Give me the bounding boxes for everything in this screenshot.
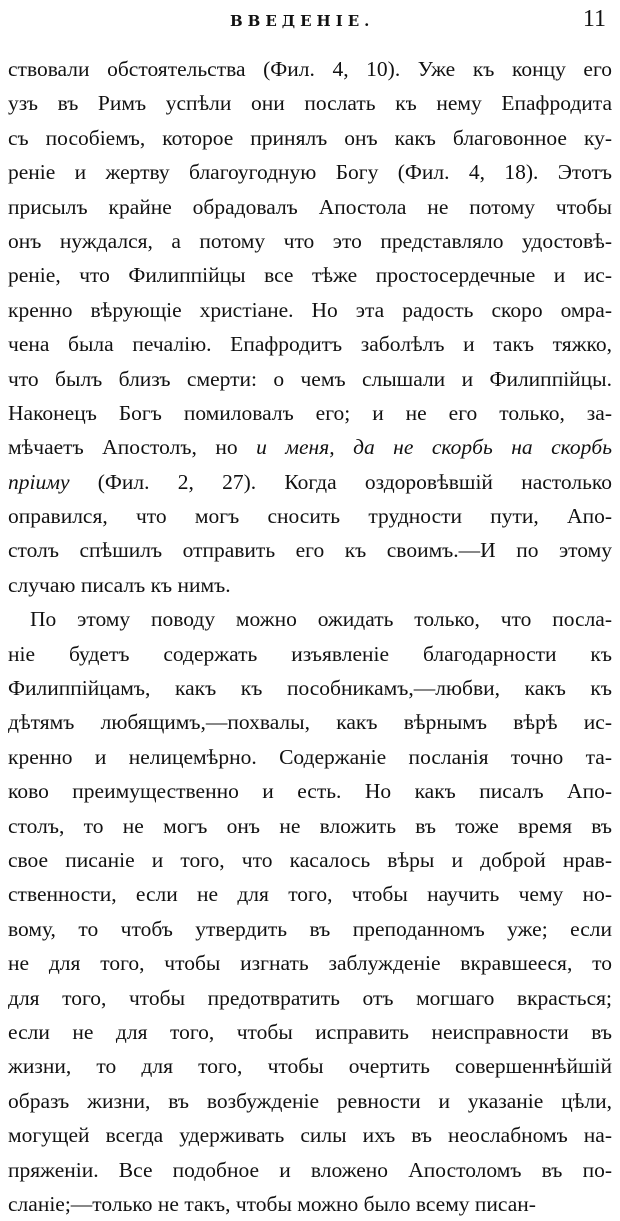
- text-line: По этому поводу можно ожидать только, что посла-: [30, 607, 612, 632]
- text-line: если не для того, чтобы исправить неисправности въ: [8, 1019, 612, 1044]
- text-line: чена была печалію. Епафродитъ заболѣлъ и такъ тяжко,: [8, 332, 612, 357]
- running-title: ВВЕДЕНІЕ.: [230, 12, 375, 30]
- text-line: оправился, что могъ сносить трудности пути, Апо-: [8, 504, 612, 529]
- text-line: ствовали обстоятельства (Фил. 4, 10). Уже къ концу его: [8, 57, 612, 81]
- text-line: узъ въ Римъ успѣли они послать къ нему Епафродита: [8, 91, 612, 116]
- text-line: что былъ близъ смерти: о чемъ слышали и Филиппійцы.: [8, 366, 612, 391]
- text-line: реніе и жертву благоугодную Богу (Фил. 4, 18). Этотъ: [8, 160, 612, 185]
- text-line: ково преимущественно и есть. Но какъ писалъ Апо-: [8, 779, 612, 804]
- text-line: столъ, то не могъ онъ не вложить въ тоже время въ: [8, 813, 612, 838]
- body-text: [8, 52, 612, 1221]
- text-line: для того, чтобы предотвратить отъ могшаго вкрасться;: [8, 985, 612, 1010]
- text-line: вому, то чтобъ утвердить въ преподанномъ уже; если: [8, 916, 612, 941]
- text-line: пріиму (Фил. 2, 27). Когда оздоровѣвшій настолько: [8, 469, 612, 494]
- text-line: съ пособіемъ, которое принялъ онъ какъ благовонное ку-: [8, 125, 612, 150]
- text-line: свое писаніе и того, что касалось вѣры и доброй нрав-: [8, 847, 612, 872]
- text-line: Филиппійцамъ, какъ къ пособникамъ,—любви, какъ къ: [8, 676, 612, 701]
- text-line: реніе, что Филиппійцы все тѣже простосердечные и ис-: [8, 263, 612, 288]
- text-line: кренно и нелицемѣрно. Содержаніе посланія точно та-: [8, 744, 612, 769]
- text-line: образъ жизни, въ возбужденіе ревности и указаніе цѣли,: [8, 1088, 612, 1113]
- text-line: пряженіи. Все подобное и вложено Апостоломъ въ по-: [8, 1157, 612, 1182]
- text-line: онъ нуждался, а потому что это представляло удостовѣ-: [8, 228, 612, 253]
- text-line: присылъ крайне обрадовалъ Апостола не потому чтобы: [8, 194, 612, 219]
- page-number: 11: [582, 6, 606, 32]
- text-line: дѣтямъ любящимъ,—похвалы, какъ вѣрнымъ вѣрѣ ис-: [8, 710, 612, 735]
- page-header: [0, 6, 620, 36]
- text-line: ніе будетъ содержать изъявленіе благодарности къ: [8, 641, 612, 666]
- text-line: случаю писалъ къ нимъ.: [8, 572, 231, 597]
- text-line: мѣчаетъ Апостолъ, но и меня, да не скорбь на скорбь: [8, 435, 613, 460]
- text-line: кренно вѣрующіе христіане. Но эта радость скоро омра-: [8, 297, 612, 322]
- text-line: сланіе;—только не такъ, чтобы можно было всему писан-: [8, 1191, 536, 1216]
- text-line: столъ спѣшилъ отправить его къ своимъ.—И по этому: [8, 538, 612, 563]
- text-line: жизни, то для того, чтобы очертить совершеннѣйшій: [8, 1054, 612, 1079]
- text-line: ственности, если не для того, чтобы научить чему но-: [8, 882, 612, 907]
- text-line: не для того, чтобы изгнать заблужденіе вкравшееся, то: [8, 951, 612, 976]
- text-line: Наконецъ Богъ помиловалъ его; и не его только, за-: [8, 400, 612, 425]
- text-line: могущей всегда удерживать силы ихъ въ неослабномъ на-: [8, 1123, 612, 1148]
